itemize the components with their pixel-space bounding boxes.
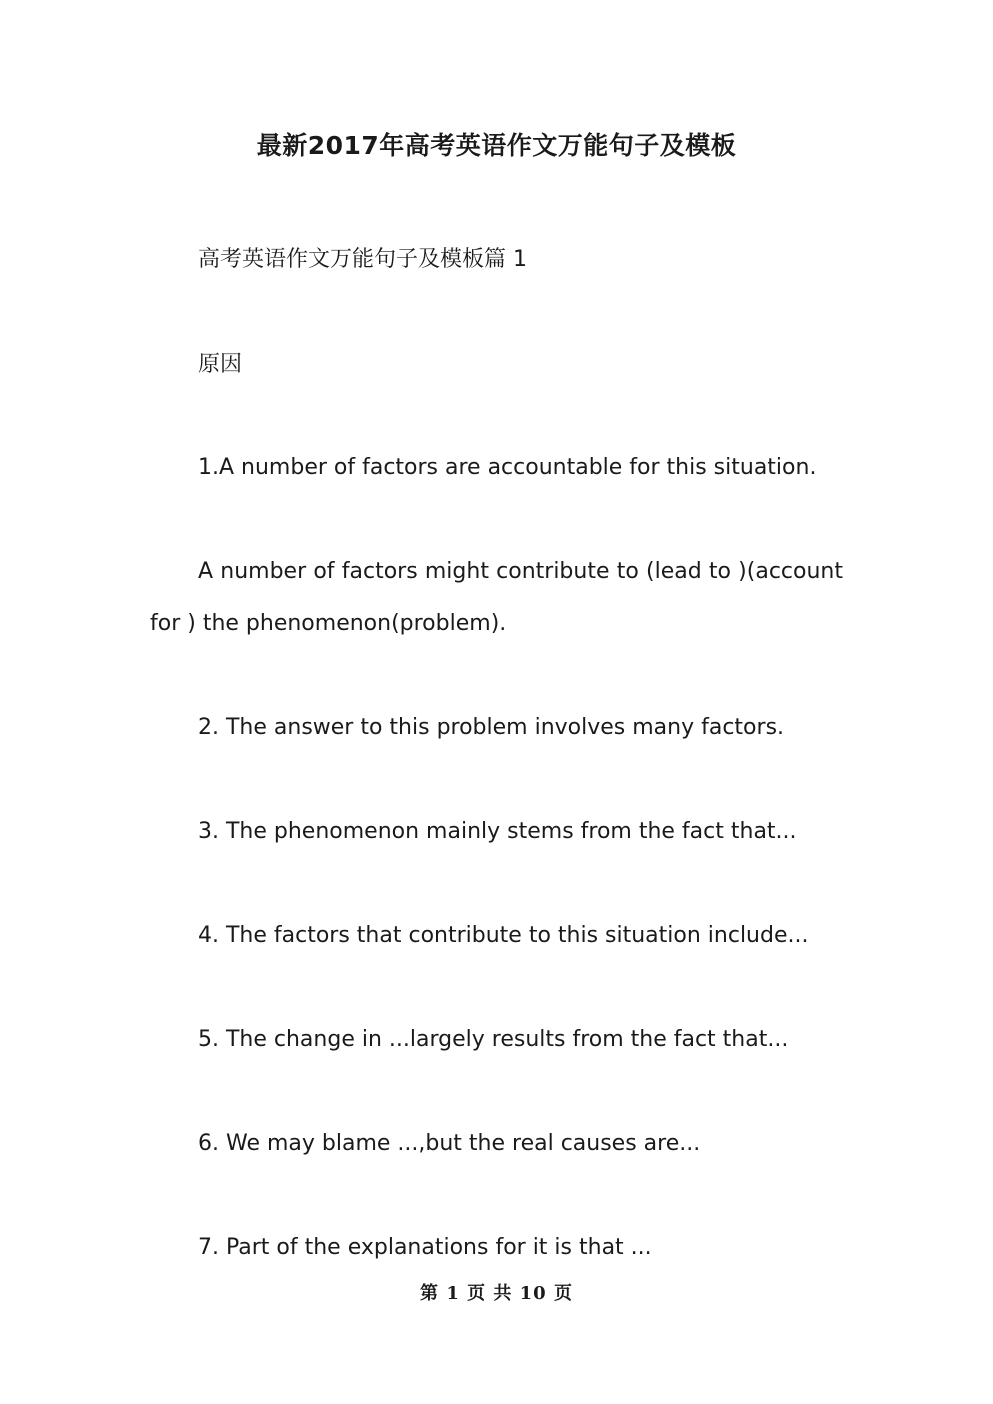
sentence-item: 7. Part of the explanations for it is that ... xyxy=(198,1235,652,1260)
section-heading: 高考英语作文万能句子及模板篇 1 xyxy=(198,247,527,272)
sentence-item: A number of factors might contribute to (lead to )(account for ) the phenomenon(problem). xyxy=(150,559,843,636)
sentence-item: 6. We may blame ...,but the real causes are... xyxy=(198,1131,701,1156)
sentence-item: 5. The change in ...largely results from the fact that... xyxy=(198,1027,789,1052)
sentence-item: 4. The factors that contribute to this situation include... xyxy=(198,923,809,948)
sentence-item: 2. The answer to this problem involves many factors. xyxy=(198,715,785,740)
page-number-footer: 第 1 页 共 10 页 xyxy=(420,1283,573,1304)
sentence-item: 1.A number of factors are accountable for this situation. xyxy=(198,455,817,480)
document-title: 最新2017年高考英语作文万能句子及模板 xyxy=(256,131,737,160)
sentence-item: 3. The phenomenon mainly stems from the fact that... xyxy=(198,819,797,844)
subheading-reason: 原因 xyxy=(198,352,243,377)
